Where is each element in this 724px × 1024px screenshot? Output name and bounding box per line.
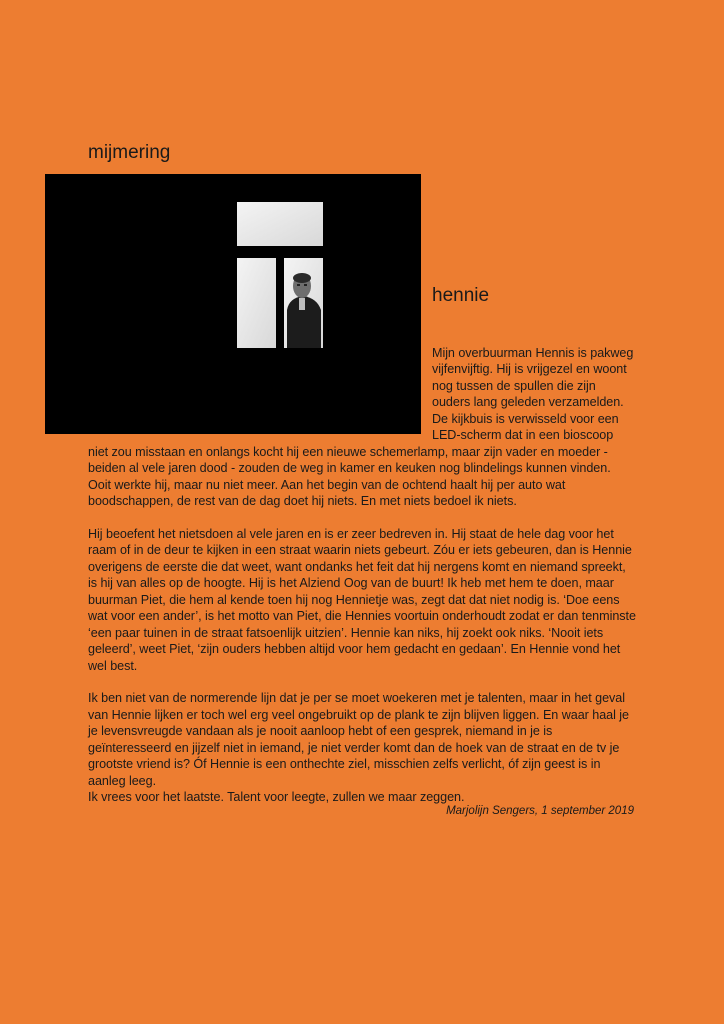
page-title: mijmering <box>88 142 171 163</box>
article-paragraph-1: Mijn overbuurman Hennis is pakweg vijfenvijftig. Hij is vrijgezel en woont nog tussen de spullen die zijn ouders lang geleden verzamelden. De kijkbuis is verwisseld voor een LED-scherm dat in een bioscoop niet zou misstaan en onlangs kocht hij een nieuwe schemerlamp, maar zijn vader en moeder - beiden al vele jaren dood - zouden de weg in kamer en keuken nog blindelings kunnen vinden. Ooit werkte hij, maar nu niet meer. Aan het begin van de ochtend haalt hij per auto wat boodschappen, de rest van de dag doet hij niets. En met niets bedoel ik niets. <box>88 346 634 509</box>
author-signature: Marjolijn Sengers, 1 september 2019 <box>446 805 634 817</box>
article-body <box>88 345 636 822</box>
article-paragraph-3: Ik ben niet van de normerende lijn dat je per se moet woekeren met je talenten, maar in het geval van Hennie lijken er toch wel erg veel ongebruikt op de plank te zijn blijven liggen. En waar haal je je levensvreugde vandaan als je nooit aanloop hebt of een gesprek, niemand in je is geïnteresseerd en jijzelf niet in iemand, je niet verder komt dan de hoek van de straat en de tv je grootste vriend is? Óf Hennie is een onthechte ziel, misschien zelfs verlicht, óf zijn geest is in aanleg leeg. <box>88 691 630 788</box>
article-paragraph-2: Hij beoefent het nietsdoen al vele jaren en is er zeer bedreven in. Hij staat de hele dag voor het raam of in de deur te kijken in een straat waarin niets gebeurt. Zóu er iets gebeuren, dan is Hennie overigens de eerste die dat weet, want ondanks het feit dat hij nergens komt en niemand spreekt, is hij van alles op de hoogte. Hij is het Alziend Oog van de buurt! Ik heb met hem te doen, maar buurman Piet, die hem al kende toen hij nog Hennietje was, zegt dat dat niet nodig is. ‘Doe eens wat voor een ander’, is het motto van Piet, die Hennies voortuin onderhoudt zodat er dan tenminste ‘een paar tuinen in de straat fatsoenlijk uitzien’. Hennie kan niks, hij zoekt ook niks. ‘Nooit iets geleerd’, weet Piet, ‘zijn ouders hebben altijd voor hem gedacht en gedaan’. En Hennie vond het wel best. <box>88 526 636 673</box>
article-subtitle: hennie <box>432 285 490 306</box>
article-paragraph-4: Ik vrees voor het laatste. Talent voor leegte, zullen we maar zeggen. <box>88 790 465 805</box>
window-top-pane <box>237 202 323 246</box>
window-left-pane <box>237 258 276 348</box>
image-wrap-spacer <box>88 345 432 433</box>
